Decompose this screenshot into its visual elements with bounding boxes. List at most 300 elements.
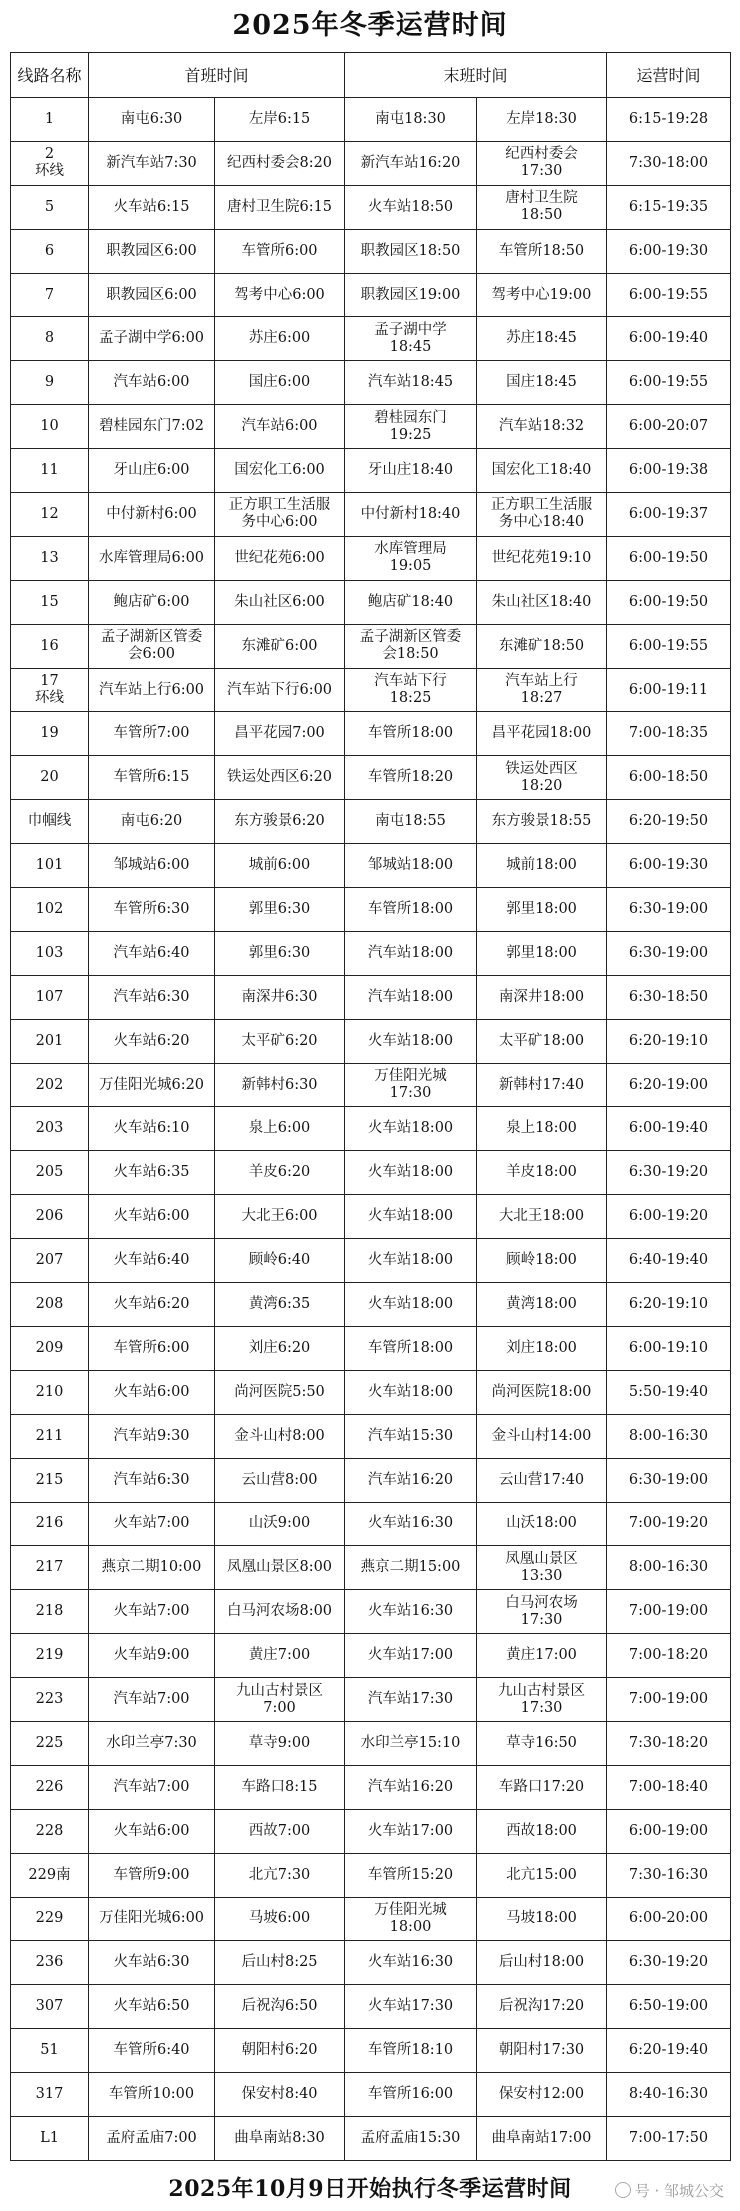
row-first-a: 职教园区6:00 xyxy=(89,229,215,273)
row-first-b: 郭里6:30 xyxy=(215,888,345,932)
row-line: 20 xyxy=(11,756,89,800)
row-hours: 6:00-19:00 xyxy=(607,1809,731,1853)
row-hours: 7:00-17:50 xyxy=(607,2116,731,2160)
row-first-b: 九山古村景区 7:00 xyxy=(215,1678,345,1722)
table-row xyxy=(11,1019,731,1063)
row-hours: 6:20-19:10 xyxy=(607,1019,731,1063)
row-last-b: 凤凰山景区 13:30 xyxy=(477,1546,607,1590)
table-row xyxy=(11,2116,731,2160)
row-line: 1 xyxy=(11,98,89,142)
row-line: 5 xyxy=(11,185,89,229)
row-last-b: 刘庄18:00 xyxy=(477,1326,607,1370)
row-hours: 6:30-19:00 xyxy=(607,931,731,975)
row-line: 210 xyxy=(11,1370,89,1414)
header-row xyxy=(11,53,731,98)
row-first-a: 车管所6:00 xyxy=(89,1326,215,1370)
row-line: 16 xyxy=(11,624,89,668)
row-last-a: 孟子湖中学 18:45 xyxy=(345,317,477,361)
row-last-a: 车管所18:10 xyxy=(345,2029,477,2073)
row-first-a: 火车站6:30 xyxy=(89,1941,215,1985)
row-last-a: 水印兰亭15:10 xyxy=(345,1721,477,1765)
row-last-a: 万佳阳光城 17:30 xyxy=(345,1063,477,1107)
row-line: 10 xyxy=(11,405,89,449)
row-last-b: 泉上18:00 xyxy=(477,1107,607,1151)
row-first-b: 左岸6:15 xyxy=(215,98,345,142)
table-row xyxy=(11,98,731,142)
row-hours: 6:00-19:30 xyxy=(607,229,731,273)
header-last: 末班时间 xyxy=(345,53,607,98)
row-last-a: 汽车站15:30 xyxy=(345,1414,477,1458)
row-hours: 6:30-19:00 xyxy=(607,888,731,932)
row-last-b: 苏庄18:45 xyxy=(477,317,607,361)
table-row xyxy=(11,1326,731,1370)
row-hours: 6:00-18:50 xyxy=(607,756,731,800)
table-row xyxy=(11,449,731,493)
row-hours: 6:20-19:40 xyxy=(607,2029,731,2073)
row-last-a: 火车站18:00 xyxy=(345,1195,477,1239)
row-last-b: 保安村12:00 xyxy=(477,2073,607,2117)
row-last-a: 燕京二期15:00 xyxy=(345,1546,477,1590)
row-last-a: 汽车站17:30 xyxy=(345,1678,477,1722)
row-first-b: 城前6:00 xyxy=(215,844,345,888)
row-last-a: 南屯18:55 xyxy=(345,800,477,844)
row-first-b: 山沃9:00 xyxy=(215,1502,345,1546)
row-first-a: 燕京二期10:00 xyxy=(89,1546,215,1590)
row-last-a: 火车站18:00 xyxy=(345,1107,477,1151)
table-row xyxy=(11,1721,731,1765)
row-first-a: 万佳阳光城6:20 xyxy=(89,1063,215,1107)
row-last-a: 车管所18:20 xyxy=(345,756,477,800)
row-first-b: 朱山社区6:00 xyxy=(215,580,345,624)
row-line: 317 xyxy=(11,2073,89,2117)
row-hours: 6:00-19:30 xyxy=(607,844,731,888)
row-first-a: 火车站6:00 xyxy=(89,1809,215,1853)
row-line: 203 xyxy=(11,1107,89,1151)
row-hours: 6:00-19:55 xyxy=(607,361,731,405)
row-hours: 6:30-19:00 xyxy=(607,1458,731,1502)
row-hours: 8:00-16:30 xyxy=(607,1546,731,1590)
row-last-a: 鲍店矿18:40 xyxy=(345,580,477,624)
row-first-b: 白马河农场8:00 xyxy=(215,1590,345,1634)
row-first-a: 火车站6:10 xyxy=(89,1107,215,1151)
row-hours: 6:20-19:10 xyxy=(607,1283,731,1327)
row-line: 207 xyxy=(11,1239,89,1283)
row-first-b: 纪西村委会8:20 xyxy=(215,141,345,185)
table-row xyxy=(11,800,731,844)
row-last-b: 左岸18:30 xyxy=(477,98,607,142)
row-first-b: 尚河医院5:50 xyxy=(215,1370,345,1414)
table-row xyxy=(11,1414,731,1458)
row-last-b: 城前18:00 xyxy=(477,844,607,888)
table-row xyxy=(11,229,731,273)
row-first-a: 鲍店矿6:00 xyxy=(89,580,215,624)
row-line: 215 xyxy=(11,1458,89,1502)
row-first-a: 火车站6:20 xyxy=(89,1283,215,1327)
row-first-a: 汽车站7:00 xyxy=(89,1678,215,1722)
row-last-b: 云山营17:40 xyxy=(477,1458,607,1502)
table-row xyxy=(11,1107,731,1151)
table-row xyxy=(11,1283,731,1327)
row-hours: 7:00-19:00 xyxy=(607,1678,731,1722)
row-hours: 5:50-19:40 xyxy=(607,1370,731,1414)
row-hours: 6:00-19:37 xyxy=(607,493,731,537)
row-hours: 7:00-18:35 xyxy=(607,712,731,756)
row-last-b: 朝阳村17:30 xyxy=(477,2029,607,2073)
row-first-b: 黄湾6:35 xyxy=(215,1283,345,1327)
row-first-a: 火车站6:20 xyxy=(89,1019,215,1063)
row-first-b: 顾岭6:40 xyxy=(215,1239,345,1283)
row-first-a: 火车站9:00 xyxy=(89,1634,215,1678)
row-last-b: 朱山社区18:40 xyxy=(477,580,607,624)
table-row xyxy=(11,1765,731,1809)
table-row xyxy=(11,536,731,580)
row-last-a: 职教园区19:00 xyxy=(345,273,477,317)
row-hours: 8:40-16:30 xyxy=(607,2073,731,2117)
table-row xyxy=(11,1985,731,2029)
row-first-b: 郭里6:30 xyxy=(215,931,345,975)
row-last-a: 火车站17:00 xyxy=(345,1809,477,1853)
row-line: 101 xyxy=(11,844,89,888)
row-last-a: 孟子湖新区管委 会18:50 xyxy=(345,624,477,668)
table-row xyxy=(11,273,731,317)
row-last-b: 羊皮18:00 xyxy=(477,1151,607,1195)
row-first-b: 国庄6:00 xyxy=(215,361,345,405)
row-last-a: 车管所18:00 xyxy=(345,888,477,932)
row-first-a: 汽车站6:30 xyxy=(89,1458,215,1502)
row-line: 229 xyxy=(11,1897,89,1941)
row-first-a: 火车站6:50 xyxy=(89,1985,215,2029)
row-last-a: 汽车站16:20 xyxy=(345,1765,477,1809)
row-first-a: 万佳阳光城6:00 xyxy=(89,1897,215,1941)
row-first-b: 北亢7:30 xyxy=(215,1853,345,1897)
row-hours: 6:00-19:38 xyxy=(607,449,731,493)
row-line: 206 xyxy=(11,1195,89,1239)
row-line: 12 xyxy=(11,493,89,537)
row-line: 229南 xyxy=(11,1853,89,1897)
row-hours: 6:40-19:40 xyxy=(607,1239,731,1283)
table-row xyxy=(11,1458,731,1502)
row-hours: 6:00-19:11 xyxy=(607,668,731,712)
timetable-body xyxy=(11,98,731,2161)
row-last-a: 车管所15:20 xyxy=(345,1853,477,1897)
row-last-a: 火车站16:30 xyxy=(345,1590,477,1634)
row-last-b: 纪西村委会 17:30 xyxy=(477,141,607,185)
row-first-b: 草寺9:00 xyxy=(215,1721,345,1765)
row-last-b: 郭里18:00 xyxy=(477,931,607,975)
row-first-b: 羊皮6:20 xyxy=(215,1151,345,1195)
row-first-b: 东方骏景6:20 xyxy=(215,800,345,844)
table-row xyxy=(11,1809,731,1853)
row-last-a: 车管所18:00 xyxy=(345,712,477,756)
row-first-a: 汽车站7:00 xyxy=(89,1765,215,1809)
table-row xyxy=(11,2073,731,2117)
row-last-a: 万佳阳光城 18:00 xyxy=(345,1897,477,1941)
row-hours: 8:00-16:30 xyxy=(607,1414,731,1458)
row-last-b: 南深井18:00 xyxy=(477,975,607,1019)
row-last-b: 铁运处西区 18:20 xyxy=(477,756,607,800)
row-last-a: 车管所18:00 xyxy=(345,1326,477,1370)
row-first-b: 太平矿6:20 xyxy=(215,1019,345,1063)
row-first-a: 汽车站上行6:00 xyxy=(89,668,215,712)
row-last-b: 尚河医院18:00 xyxy=(477,1370,607,1414)
row-line: 9 xyxy=(11,361,89,405)
row-last-b: 曲阜南站17:00 xyxy=(477,2116,607,2160)
table-row xyxy=(11,141,731,185)
table-row xyxy=(11,1941,731,1985)
row-first-b: 国宏化工6:00 xyxy=(215,449,345,493)
table-row xyxy=(11,361,731,405)
table-row xyxy=(11,668,731,712)
table-row xyxy=(11,756,731,800)
row-hours: 6:20-19:00 xyxy=(607,1063,731,1107)
row-last-b: 草寺16:50 xyxy=(477,1721,607,1765)
row-last-a: 车管所16:00 xyxy=(345,2073,477,2117)
watermark xyxy=(613,2180,726,2201)
row-first-a: 火车站6:35 xyxy=(89,1151,215,1195)
row-hours: 6:00-19:50 xyxy=(607,580,731,624)
row-first-b: 汽车站下行6:00 xyxy=(215,668,345,712)
row-first-b: 正方职工生活服 务中心6:00 xyxy=(215,493,345,537)
row-last-a: 火车站18:50 xyxy=(345,185,477,229)
header-first: 首班时间 xyxy=(89,53,345,98)
row-first-b: 世纪花苑6:00 xyxy=(215,536,345,580)
footer-note: 2025年10月9日开始执行冬季运营时间 xyxy=(168,2176,572,2202)
row-line: 7 xyxy=(11,273,89,317)
row-hours: 7:30-16:30 xyxy=(607,1853,731,1897)
row-last-a: 火车站16:30 xyxy=(345,1941,477,1985)
row-line: 219 xyxy=(11,1634,89,1678)
row-last-a: 南屯18:30 xyxy=(345,98,477,142)
row-last-b: 汽车站上行 18:27 xyxy=(477,668,607,712)
row-first-a: 汽车站6:40 xyxy=(89,931,215,975)
row-last-b: 山沃18:00 xyxy=(477,1502,607,1546)
row-line: 巾帼线 xyxy=(11,800,89,844)
row-first-a: 火车站7:00 xyxy=(89,1502,215,1546)
row-line: 217 xyxy=(11,1546,89,1590)
row-first-b: 车路口8:15 xyxy=(215,1765,345,1809)
row-first-b: 曲阜南站8:30 xyxy=(215,2116,345,2160)
wechat-icon xyxy=(615,2182,631,2198)
row-last-a: 汽车站16:20 xyxy=(345,1458,477,1502)
row-last-b: 东方骏景18:55 xyxy=(477,800,607,844)
row-first-a: 火车站6:00 xyxy=(89,1195,215,1239)
row-first-a: 火车站6:00 xyxy=(89,1370,215,1414)
row-first-b: 金斗山村8:00 xyxy=(215,1414,345,1458)
row-hours: 6:00-19:55 xyxy=(607,273,731,317)
row-first-a: 职教园区6:00 xyxy=(89,273,215,317)
row-hours: 7:00-19:00 xyxy=(607,1590,731,1634)
row-last-b: 黄湾18:00 xyxy=(477,1283,607,1327)
row-first-a: 火车站7:00 xyxy=(89,1590,215,1634)
row-line: 103 xyxy=(11,931,89,975)
row-last-b: 国庄18:45 xyxy=(477,361,607,405)
row-last-a: 火车站17:30 xyxy=(345,1985,477,2029)
row-first-b: 苏庄6:00 xyxy=(215,317,345,361)
row-last-b: 昌平花园18:00 xyxy=(477,712,607,756)
row-last-b: 马坡18:00 xyxy=(477,1897,607,1941)
row-last-b: 车路口17:20 xyxy=(477,1765,607,1809)
row-last-b: 太平矿18:00 xyxy=(477,1019,607,1063)
row-hours: 6:00-20:00 xyxy=(607,1897,731,1941)
header-line: 线路名称 xyxy=(11,53,89,98)
row-line: 202 xyxy=(11,1063,89,1107)
row-last-b: 新韩村17:40 xyxy=(477,1063,607,1107)
row-hours: 7:00-18:40 xyxy=(607,1765,731,1809)
row-first-a: 汽车站9:30 xyxy=(89,1414,215,1458)
row-first-a: 火车站6:15 xyxy=(89,185,215,229)
row-hours: 6:30-18:50 xyxy=(607,975,731,1019)
table-row xyxy=(11,624,731,668)
row-hours: 6:00-20:07 xyxy=(607,405,731,449)
row-line: 51 xyxy=(11,2029,89,2073)
row-first-a: 车管所9:00 xyxy=(89,1853,215,1897)
table-row xyxy=(11,1063,731,1107)
row-last-a: 中付新村18:40 xyxy=(345,493,477,537)
row-last-a: 火车站18:00 xyxy=(345,1370,477,1414)
row-last-b: 西故18:00 xyxy=(477,1809,607,1853)
row-first-b: 驾考中心6:00 xyxy=(215,273,345,317)
row-last-a: 火车站18:00 xyxy=(345,1239,477,1283)
timetable xyxy=(10,52,731,2161)
row-last-b: 后祝沟17:20 xyxy=(477,1985,607,2029)
row-first-b: 南深井6:30 xyxy=(215,975,345,1019)
row-first-b: 凤凰山景区8:00 xyxy=(215,1546,345,1590)
row-line: 225 xyxy=(11,1721,89,1765)
row-first-a: 车管所6:15 xyxy=(89,756,215,800)
table-row xyxy=(11,1195,731,1239)
row-line: 218 xyxy=(11,1590,89,1634)
table-row xyxy=(11,1678,731,1722)
row-first-b: 新韩村6:30 xyxy=(215,1063,345,1107)
table-row xyxy=(11,1239,731,1283)
row-last-a: 碧桂园东门 19:25 xyxy=(345,405,477,449)
row-first-b: 昌平花园7:00 xyxy=(215,712,345,756)
row-last-a: 职教园区18:50 xyxy=(345,229,477,273)
table-row xyxy=(11,580,731,624)
table-row xyxy=(11,1590,731,1634)
row-first-a: 水库管理局6:00 xyxy=(89,536,215,580)
header-operating: 运营时间 xyxy=(607,53,731,98)
row-first-a: 牙山庄6:00 xyxy=(89,449,215,493)
row-line: 236 xyxy=(11,1941,89,1985)
row-first-a: 邹城站6:00 xyxy=(89,844,215,888)
row-first-b: 后山村8:25 xyxy=(215,1941,345,1985)
row-hours: 6:30-19:20 xyxy=(607,1941,731,1985)
table-row xyxy=(11,712,731,756)
table-row xyxy=(11,493,731,537)
row-first-a: 孟子湖中学6:00 xyxy=(89,317,215,361)
table-row xyxy=(11,1370,731,1414)
row-first-b: 东滩矿6:00 xyxy=(215,624,345,668)
table-row xyxy=(11,1897,731,1941)
row-last-b: 世纪花苑19:10 xyxy=(477,536,607,580)
row-last-b: 国宏化工18:40 xyxy=(477,449,607,493)
table-row xyxy=(11,1634,731,1678)
row-first-a: 南屯6:30 xyxy=(89,98,215,142)
table-row xyxy=(11,844,731,888)
table-row xyxy=(11,2029,731,2073)
row-first-b: 黄庄7:00 xyxy=(215,1634,345,1678)
row-last-b: 顾岭18:00 xyxy=(477,1239,607,1283)
row-last-a: 汽车站18:00 xyxy=(345,931,477,975)
row-first-a: 汽车站6:30 xyxy=(89,975,215,1019)
row-last-a: 邹城站18:00 xyxy=(345,844,477,888)
table-row xyxy=(11,317,731,361)
row-first-a: 南屯6:20 xyxy=(89,800,215,844)
row-last-b: 白马河农场 17:30 xyxy=(477,1590,607,1634)
row-first-b: 汽车站6:00 xyxy=(215,405,345,449)
watermark-text: 号 · 邹城公交 xyxy=(634,2182,724,2200)
row-first-b: 泉上6:00 xyxy=(215,1107,345,1151)
row-first-a: 车管所10:00 xyxy=(89,2073,215,2117)
row-last-b: 车管所18:50 xyxy=(477,229,607,273)
row-last-a: 孟府孟庙15:30 xyxy=(345,2116,477,2160)
row-first-a: 汽车站6:00 xyxy=(89,361,215,405)
row-line: 19 xyxy=(11,712,89,756)
row-first-b: 西故7:00 xyxy=(215,1809,345,1853)
row-last-a: 汽车站18:00 xyxy=(345,975,477,1019)
row-line: 209 xyxy=(11,1326,89,1370)
row-last-b: 正方职工生活服 务中心18:40 xyxy=(477,493,607,537)
row-hours: 6:15-19:28 xyxy=(607,98,731,142)
row-first-b: 刘庄6:20 xyxy=(215,1326,345,1370)
row-first-b: 保安村8:40 xyxy=(215,2073,345,2117)
row-line: 11 xyxy=(11,449,89,493)
row-line: 228 xyxy=(11,1809,89,1853)
row-first-b: 朝阳村6:20 xyxy=(215,2029,345,2073)
table-row xyxy=(11,185,731,229)
row-last-a: 汽车站下行 18:25 xyxy=(345,668,477,712)
row-last-b: 驾考中心19:00 xyxy=(477,273,607,317)
row-last-a: 火车站17:00 xyxy=(345,1634,477,1678)
row-line: 211 xyxy=(11,1414,89,1458)
row-line: 208 xyxy=(11,1283,89,1327)
row-line: 6 xyxy=(11,229,89,273)
row-first-a: 车管所6:40 xyxy=(89,2029,215,2073)
row-first-b: 大北王6:00 xyxy=(215,1195,345,1239)
row-last-b: 唐村卫生院 18:50 xyxy=(477,185,607,229)
row-line: 8 xyxy=(11,317,89,361)
row-hours: 6:00-19:55 xyxy=(607,624,731,668)
row-last-a: 新汽车站16:20 xyxy=(345,141,477,185)
row-last-a: 牙山庄18:40 xyxy=(345,449,477,493)
row-hours: 6:50-19:00 xyxy=(607,1985,731,2029)
table-row xyxy=(11,405,731,449)
row-last-b: 九山古村景区 17:30 xyxy=(477,1678,607,1722)
row-first-a: 碧桂园东门7:02 xyxy=(89,405,215,449)
row-line: 226 xyxy=(11,1765,89,1809)
row-first-a: 车管所7:00 xyxy=(89,712,215,756)
row-last-a: 火车站18:00 xyxy=(345,1019,477,1063)
row-first-a: 火车站6:40 xyxy=(89,1239,215,1283)
row-hours: 6:20-19:50 xyxy=(607,800,731,844)
row-last-b: 黄庄17:00 xyxy=(477,1634,607,1678)
row-hours: 7:00-18:20 xyxy=(607,1634,731,1678)
row-last-b: 后山村18:00 xyxy=(477,1941,607,1985)
row-last-b: 郭里18:00 xyxy=(477,888,607,932)
row-first-b: 车管所6:00 xyxy=(215,229,345,273)
row-first-a: 车管所6:30 xyxy=(89,888,215,932)
row-last-a: 水库管理局 19:05 xyxy=(345,536,477,580)
row-hours: 6:15-19:35 xyxy=(607,185,731,229)
row-line: 15 xyxy=(11,580,89,624)
row-first-b: 铁运处西区6:20 xyxy=(215,756,345,800)
table-row xyxy=(11,975,731,1019)
table-row xyxy=(11,1151,731,1195)
row-last-b: 北亢15:00 xyxy=(477,1853,607,1897)
row-first-b: 马坡6:00 xyxy=(215,1897,345,1941)
row-hours: 6:00-19:10 xyxy=(607,1326,731,1370)
